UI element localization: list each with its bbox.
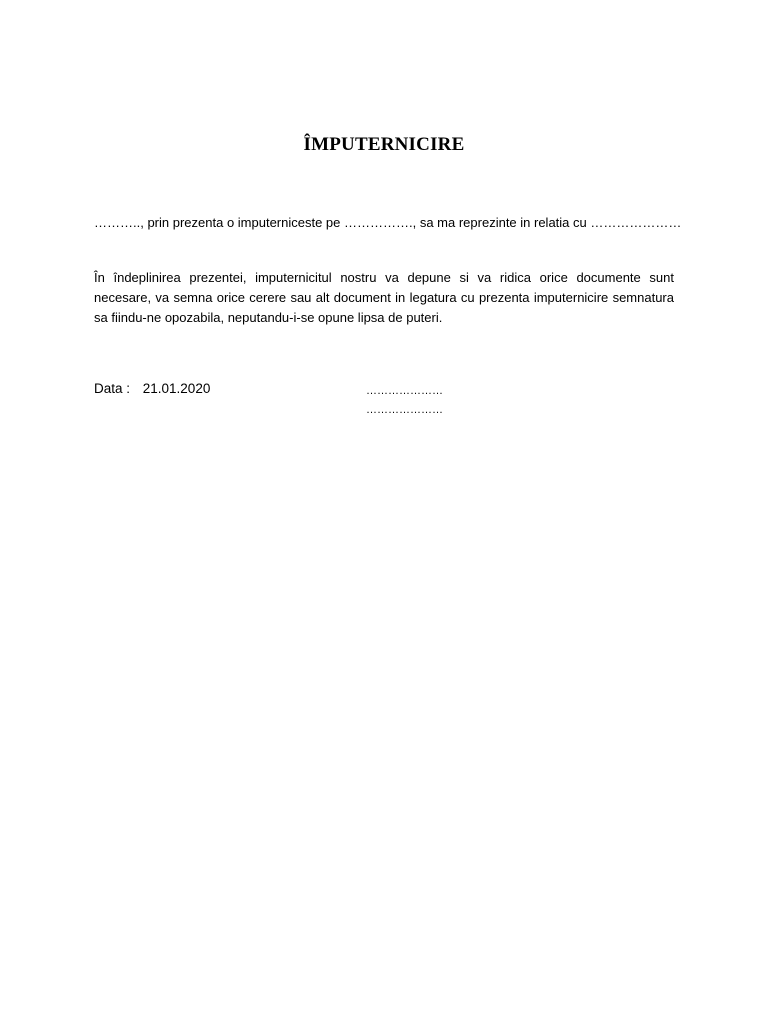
intro-line: ……….., prin prezenta o imputerniceste pe ……………., sa ma reprezinte in relatia cu ………………… bbox=[94, 215, 682, 230]
body-paragraph: În îndeplinirea prezentei, imputernicitul nostru va depune si va ridica orice documente sunt necesare, va semna orice cerere sau alt document in legatura cu prezenta imputernicire semnatura sa fiindu-ne opozabila, neputandu-i-se opune lipsa de puteri. bbox=[94, 270, 674, 325]
document-title: ÎMPUTERNICIRE bbox=[303, 134, 465, 155]
date-label: Data : bbox=[94, 381, 131, 396]
signature-block bbox=[366, 382, 443, 420]
date-value: 21.01.2020 bbox=[142, 381, 211, 396]
signature-line-1: ………………… bbox=[366, 385, 443, 397]
signature-line-2: ………………… bbox=[366, 404, 443, 416]
date-line bbox=[94, 380, 210, 398]
